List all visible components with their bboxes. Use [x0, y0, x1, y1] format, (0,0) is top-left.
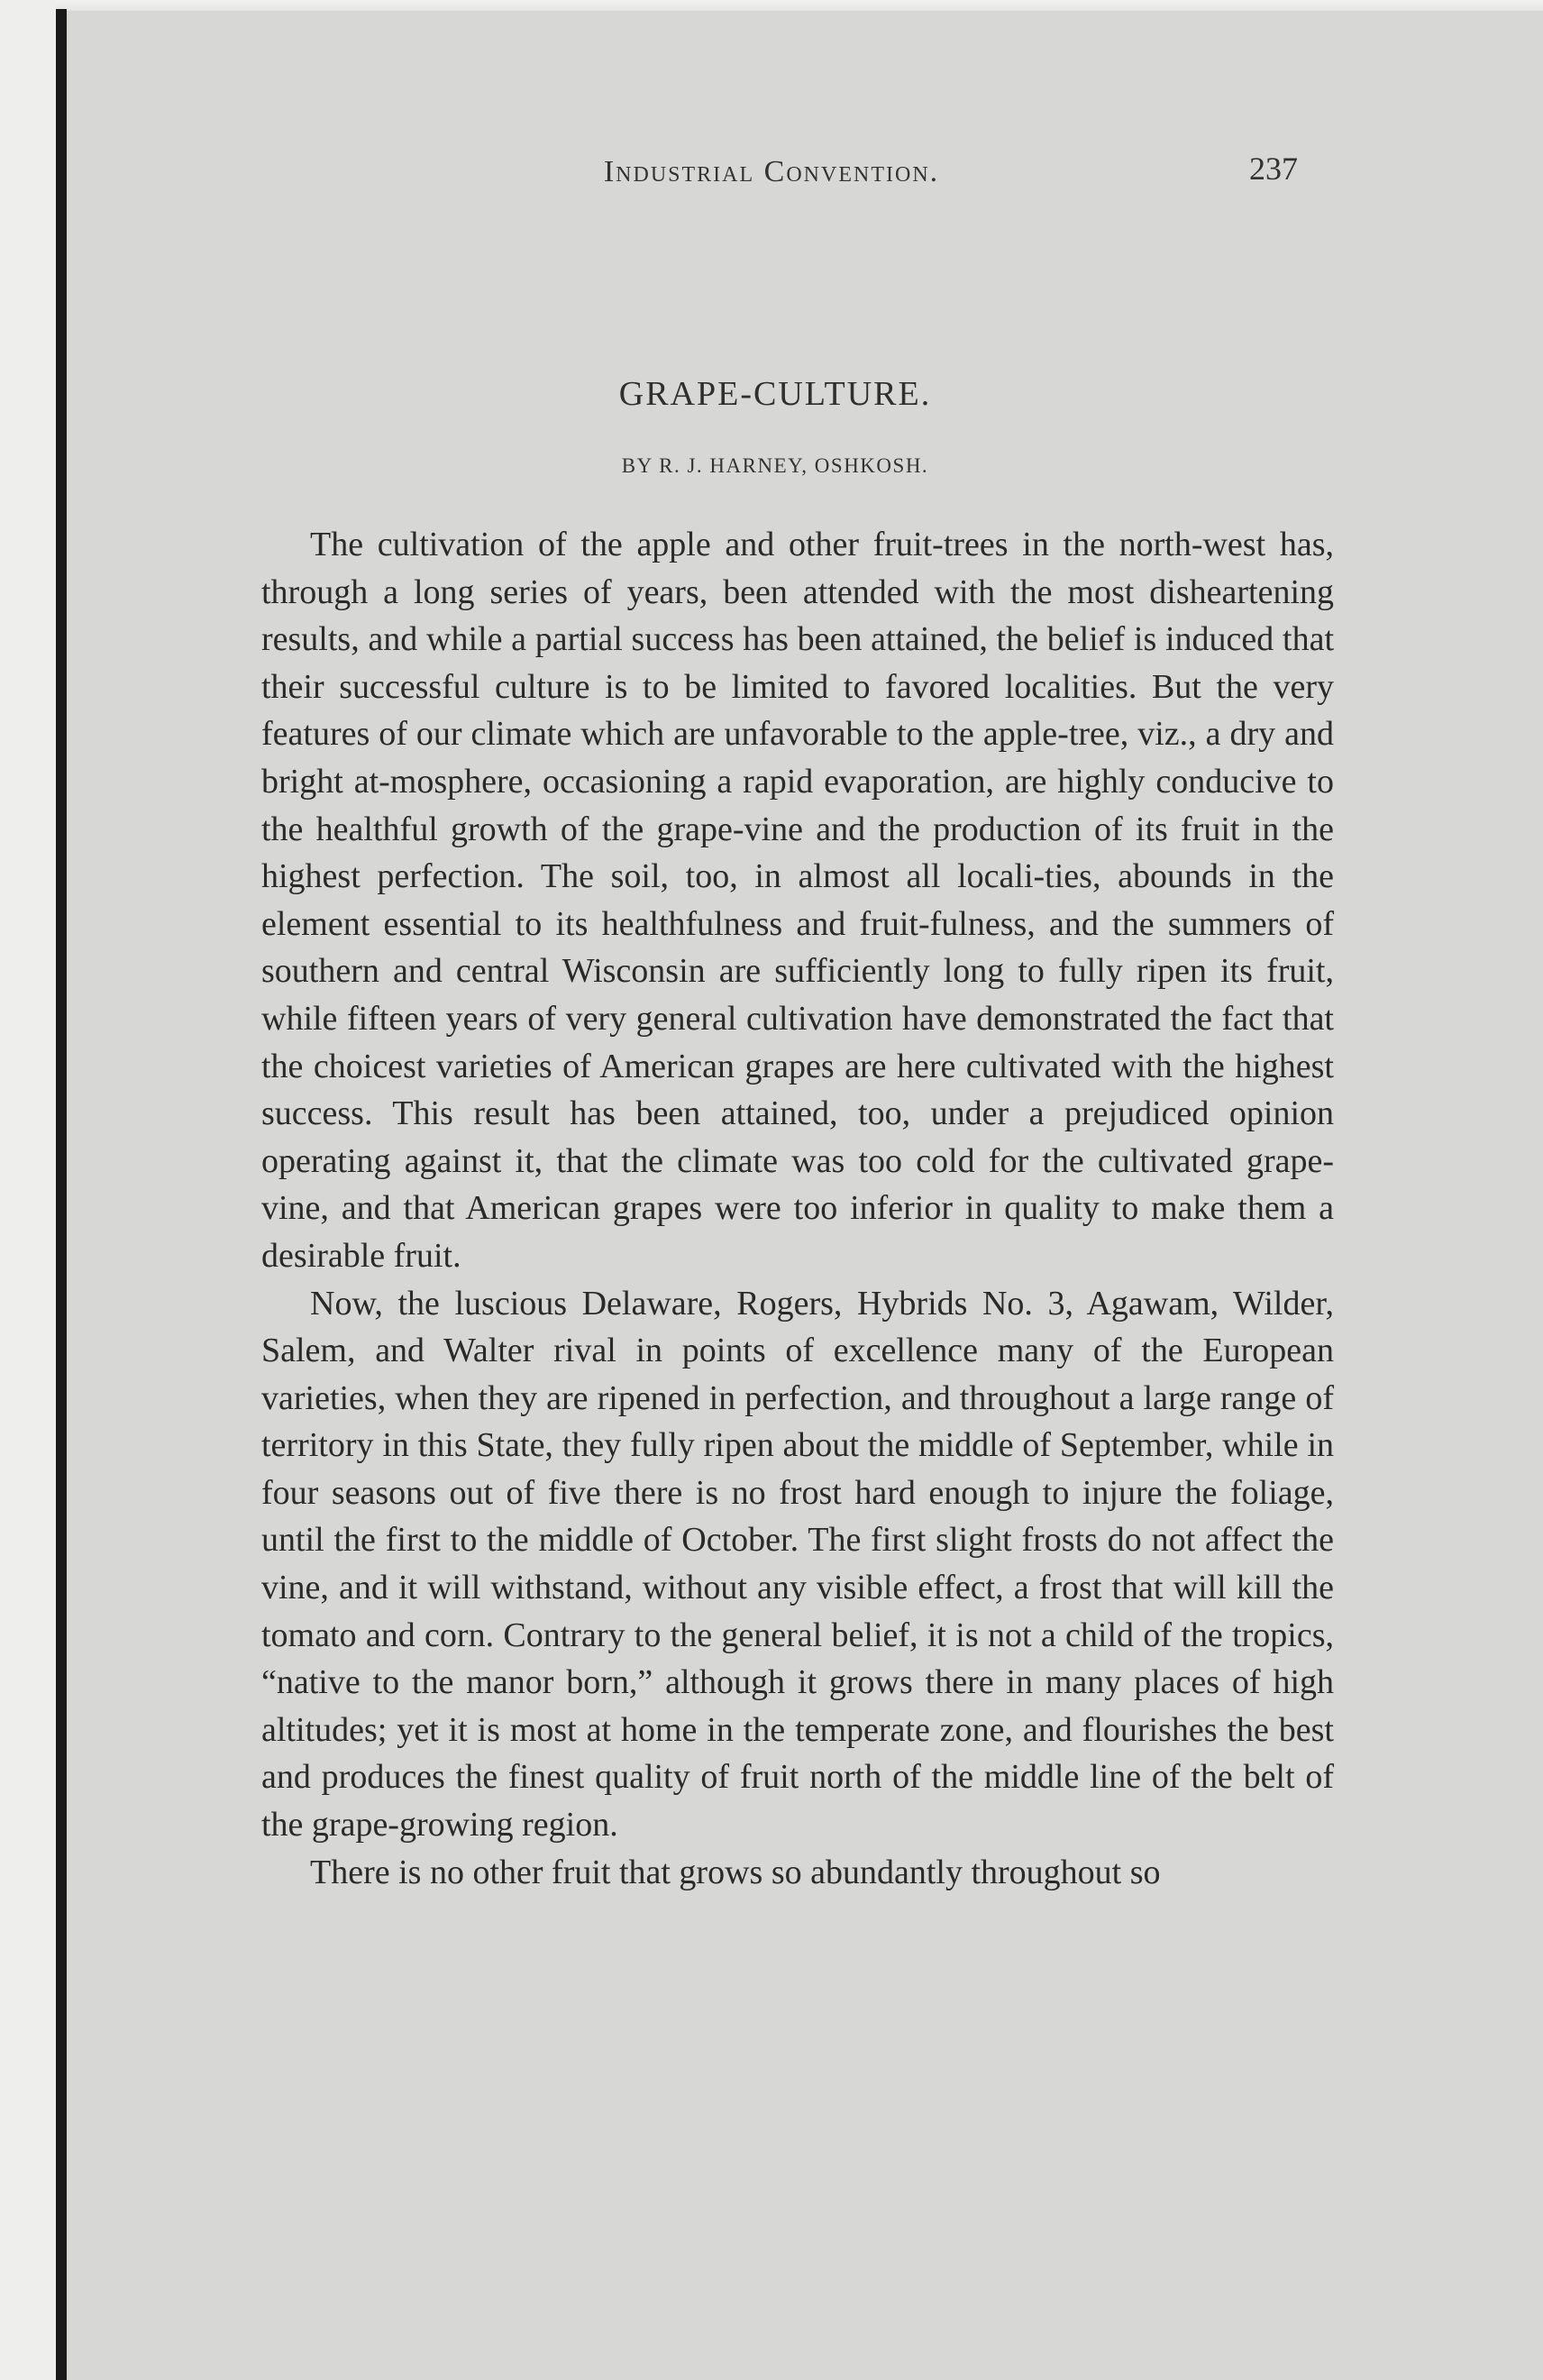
running-head: Industrial Convention.: [603, 155, 940, 188]
byline: BY R. J. HARNEY, OSHKOSH.: [621, 454, 929, 477]
article-title: GRAPE-CULTURE.: [618, 375, 932, 413]
paragraph-3: There is no other fruit that grows so abundantly throughout so: [310, 1853, 1161, 1891]
binding-shadow: [56, 9, 67, 2380]
article-body: [261, 521, 1334, 1896]
page-number: 237: [1249, 151, 1298, 187]
scan-left-edge: [0, 0, 56, 2380]
paragraph-1: The cultivation of the apple and other fruit-trees in the north-west has, through a long series of years, been attended with the most disheartening results, and while a partial success has been attained, the belief is induced that their successful culture is to be limited to favored localities. But the very features of our climate which are unfavorable to the apple-tree, viz., a dry and bright at-mosphere, occasioning a rapid evaporation, are highly conducive to the healthful growth of the grape-vine and the production of its fruit in the highest perfection. The soil, too, in almost all locali-ties, abounds in the element essential to its healthfulness and fruit-fulness, and the summers of southern and central Wisconsin are sufficiently long to fully ripen its fruit, while fifteen years of very general cultivation have demonstrated the fact that the choicest varieties of American grapes are here cultivated with the highest success. This result has been attained, too, under a prejudiced opinion operating against it, that the climate was too cold for the cultivated grape-vine, and that American grapes were too inferior in quality to make them a desirable fruit.: [261, 526, 1334, 1275]
paragraph-2: Now, the luscious Delaware, Rogers, Hybrids No. 3, Agawam, Wilder, Salem, and Walter rival in points of excellence many of the European varieties, when they are ripened in perfection, and throughout a large range of territory in this State, they fully ripen about the middle of September, while in four seasons out of five there is no frost hard enough to injure the foliage, until the first to the middle of October. The first slight frosts do not affect the vine, and it will withstand, without any visible effect, a frost that will kill the tomato and corn. Contrary to the general belief, it is not a child of the tropics, “native to the manor born,” although it grows there in many places of high altitudes; yet it is most at home in the temperate zone, and flourishes the best and produces the finest quality of fruit north of the middle line of the belt of the grape-growing region.: [261, 1284, 1334, 1844]
